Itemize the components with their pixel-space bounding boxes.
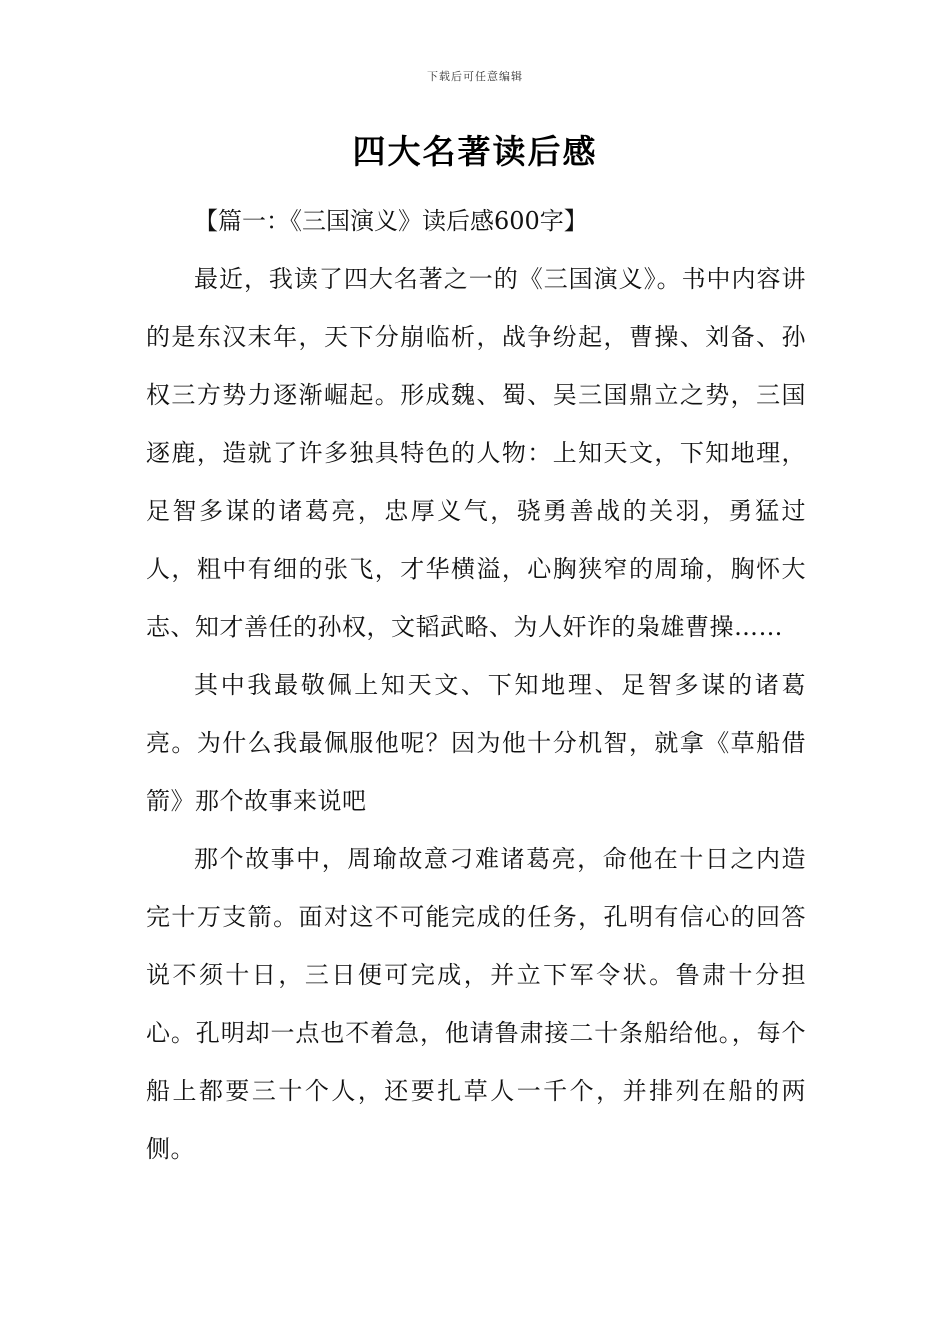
document-body: [146, 192, 806, 1178]
paragraph: 最近，我读了四大名著之一的《三国演义》。书中内容讲的是东汉末年，天下分崩临析，战争纷起，曹操、刘备、孙权三方势力逐渐崛起。形成魏、蜀、吴三国鼎立之势，三国逐鹿，造就了许多独具特色的人物：上知天文，下知地理，足智多谋的诸葛亮，忠厚义气，骁勇善战的关羽，勇猛过人，粗中有细的张飞，才华横溢，心胸狭窄的周瑜，胸怀大志、知才善任的孙权，文韬武略、为人奸诈的枭雄曹操……: [146, 265, 806, 641]
paragraph: 其中我最敬佩上知天文、下知地理、足智多谋的诸葛亮。为什么我最佩服他呢？因为他十分机智，就拿《草船借箭》那个故事来说吧: [146, 671, 806, 815]
paragraph: 那个故事中，周瑜故意刁难诸葛亮，命他在十日之内造完十万支箭。面对这不可能完成的任务，孔明有信心的回答说不须十日，三日便可完成，并立下军令状。鲁肃十分担心。孔明却一点也不着急，他请鲁肃接二十条船给他。，每个船上都要三十个人，还要扎草人一千个，并排列在船的两侧。: [146, 845, 806, 1163]
header-note: 下载后可任意编辑: [427, 70, 523, 83]
document-title: 四大名著读后感: [352, 132, 598, 171]
section-heading: 【篇一：《三国演义》读后感600字】: [194, 207, 588, 235]
